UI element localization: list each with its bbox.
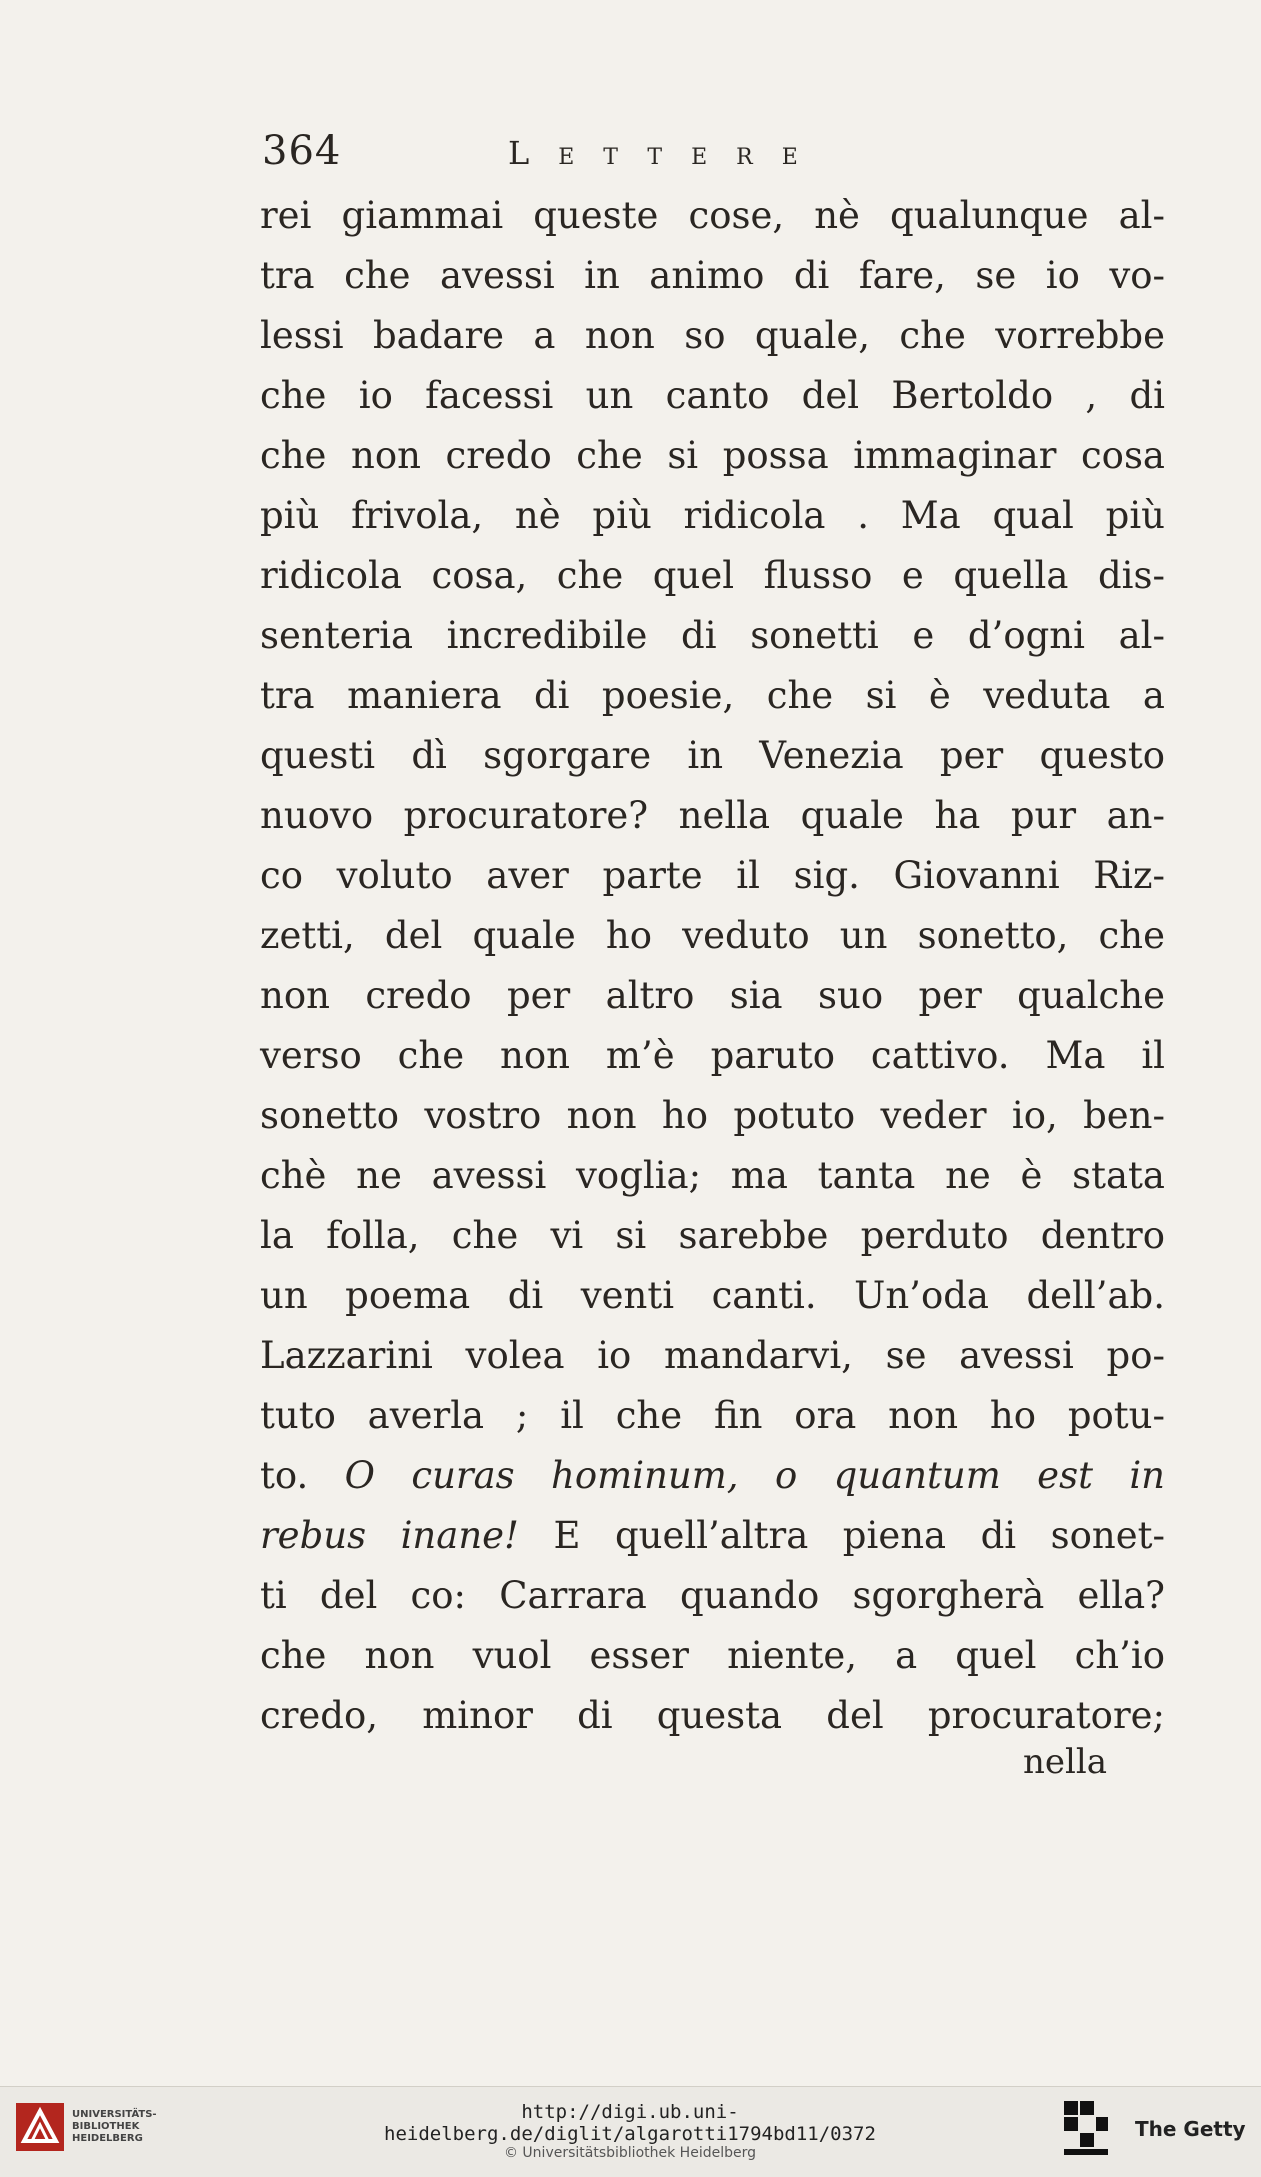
italic-quote: O curas hominum, o quantum est in bbox=[344, 1454, 1165, 1497]
text-line: Lazzarini volea io mandarvi, se avessi po- bbox=[260, 1334, 1165, 1377]
permalink[interactable]: http://digi.ub.uni-heidelberg.de/diglit/algarotti1794bd11/0372 bbox=[384, 2101, 876, 2145]
text-line: ti del co: Carrara quando sgorgherà ella? bbox=[260, 1574, 1165, 1617]
text-line: senteria incredibile di sonetti e d’ogni al- bbox=[260, 614, 1165, 657]
roman-run: to. bbox=[260, 1454, 309, 1497]
text-line: più frivola, nè più ridicola . Ma qual più bbox=[260, 494, 1165, 537]
text-line-mixed bbox=[260, 1446, 1165, 1506]
university-logo[interactable] bbox=[14, 2099, 174, 2159]
text-line: ridicola cosa, che quel flusso e quella dis- bbox=[260, 554, 1165, 597]
university-name-line: UNIVERSITÄTS- bbox=[72, 2109, 157, 2120]
footer-bar bbox=[0, 2086, 1261, 2177]
text-line: sonetto vostro non ho potuto veder io, ben- bbox=[260, 1094, 1165, 1137]
body-text bbox=[260, 186, 1170, 1746]
text-line: questi dì sgorgare in Venezia per questo bbox=[260, 734, 1165, 777]
text-line: rei giammai queste cose, nè qualunque al- bbox=[260, 194, 1165, 237]
text-line: tra che avessi in animo di fare, se io vo- bbox=[260, 254, 1165, 297]
running-title: Lettere bbox=[508, 134, 827, 172]
university-name-line: HEIDELBERG bbox=[72, 2133, 143, 2144]
university-seal-icon bbox=[14, 2101, 66, 2153]
text-line: lessi badare a non so quale, che vorrebbe bbox=[260, 314, 1165, 357]
roman-run: E quell’altra piena di sonet- bbox=[553, 1514, 1166, 1557]
copyright-notice: © Universitätsbibliothek Heidelberg bbox=[503, 2145, 756, 2161]
page-number: 364 bbox=[262, 128, 342, 174]
text-line: verso che non m’è paruto cattivo. Ma il bbox=[260, 1034, 1165, 1077]
italic-quote: rebus inane! bbox=[260, 1514, 519, 1557]
text-line: che non vuol esser niente, a quel ch’io bbox=[260, 1634, 1165, 1677]
text-line: che io facessi un canto del Bertoldo , di bbox=[260, 374, 1165, 417]
catchword: nella bbox=[1023, 1742, 1108, 1782]
text-line: la folla, che vi si sarebbe perduto dentro bbox=[260, 1214, 1165, 1257]
partner-name: The Getty bbox=[1135, 2117, 1246, 2141]
text-line-mixed bbox=[260, 1506, 1165, 1566]
university-name-line: BIBLIOTHEK bbox=[72, 2121, 140, 2132]
getty-logo-icon[interactable] bbox=[1062, 2099, 1110, 2161]
text-line: co voluto aver parte il sig. Giovanni Riz- bbox=[260, 854, 1165, 897]
text-line: un poema di venti canti. Un’oda dell’ab. bbox=[260, 1274, 1165, 1317]
text-line: nuovo procuratore? nella quale ha pur an- bbox=[260, 794, 1165, 837]
page-header bbox=[262, 128, 922, 188]
university-name bbox=[72, 2109, 157, 2145]
text-line: zetti, del quale ho veduto un sonetto, che bbox=[260, 914, 1165, 957]
text-line: credo, minor di questa del procuratore; bbox=[260, 1694, 1165, 1737]
text-line: che non credo che si possa immaginar cosa bbox=[260, 434, 1165, 477]
text-line: non credo per altro sia suo per qualche bbox=[260, 974, 1165, 1017]
text-line: tra maniera di poesie, che si è veduta a bbox=[260, 674, 1165, 717]
text-line: tuto averla ; il che fin ora non ho potu- bbox=[260, 1394, 1165, 1437]
text-line: chè ne avessi voglia; ma tanta ne è stata bbox=[260, 1154, 1165, 1197]
